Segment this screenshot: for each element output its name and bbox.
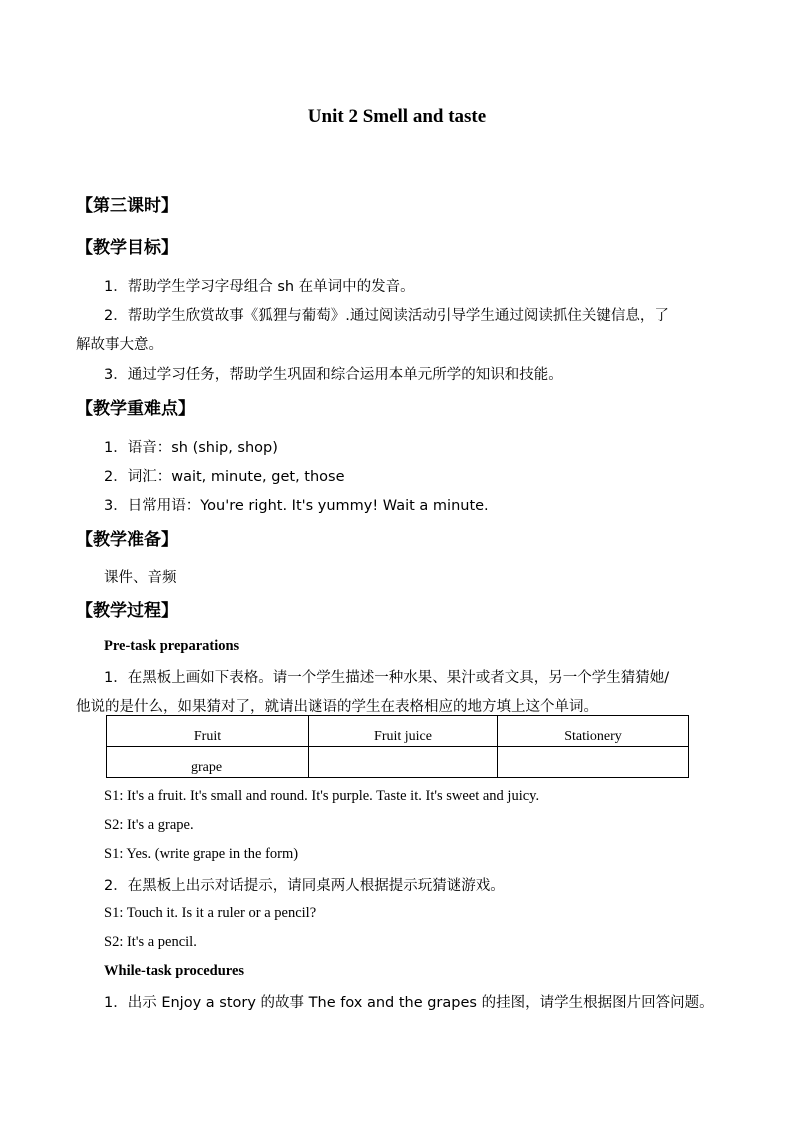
dialog2-line1: S1: Touch it. Is it a ruler or a pencil?: [104, 905, 317, 921]
process-heading: 【教学过程】: [76, 601, 178, 621]
dialog1-line3: S1: Yes. (write grape in the form): [104, 846, 299, 862]
table-row: [107, 747, 689, 778]
document-title: Unit 2 Smell and taste: [307, 106, 487, 127]
table-cell-fruit: grape: [107, 747, 309, 778]
objectives-heading: 【教学目标】: [76, 238, 178, 258]
key-points-heading: 【教学重难点】: [76, 399, 195, 419]
pre-task-subheading: Pre-task preparations: [104, 638, 240, 654]
pre-task-step1-line1: 1．在黑板上画如下表格。请一个学生描述一种水果、果汁或者文具，另一个学生猜猜她/: [104, 670, 670, 686]
preparation-heading: 【教学准备】: [76, 530, 178, 550]
dialog1-line1: S1: It's a fruit. It's small and round. It's purple. Taste it. It's sweet and juicy.: [104, 788, 540, 804]
table-header-row: [107, 716, 689, 747]
key-point-expressions: 3．日常用语：You're right. It's yummy! Wait a minute.: [104, 498, 489, 514]
preparation-text: 课件、音频: [104, 570, 177, 586]
table-cell-stationery: [498, 747, 689, 778]
lesson-period-heading: 【第三课时】: [76, 196, 178, 216]
guessing-table: [106, 715, 689, 778]
objective-item-1: 1．帮助学生学习字母组合 sh 在单词中的发音。: [104, 279, 415, 295]
objective-item-2: 2．帮助学生欣赏故事《狐狸与葡萄》.通过阅读活动引导学生通过阅读抓住关键信息，了: [104, 308, 669, 324]
dialog2-line2: S2: It's a pencil.: [104, 934, 197, 950]
objective-item-3: 3．通过学习任务，帮助学生巩固和综合运用本单元所学的知识和技能。: [104, 367, 563, 383]
key-point-vocabulary: 2．词汇：wait, minute, get, those: [104, 469, 345, 485]
while-task-step1: 1．出示 Enjoy a story 的故事 The fox and the grapes 的挂图，请学生根据图片回答问题。: [104, 995, 714, 1011]
table-header-fruit: Fruit: [107, 716, 309, 747]
while-task-subheading: While-task procedures: [104, 963, 245, 979]
objective-item-2-continued: 解故事大意。: [76, 337, 163, 353]
table-header-stationery: Stationery: [498, 716, 689, 747]
pre-task-step1-line2: 他说的是什么，如果猜对了，就请出谜语的学生在表格相应的地方填上这个单词。: [76, 699, 598, 715]
pre-task-step2: 2．在黑板上出示对话提示，请同桌两人根据提示玩猜谜游戏。: [104, 878, 505, 894]
key-point-phonics: 1．语音：sh (ship, shop): [104, 440, 278, 456]
dialog1-line2: S2: It's a grape.: [104, 817, 194, 833]
table-header-fruit-juice: Fruit juice: [309, 716, 498, 747]
table-cell-fruit-juice: [309, 747, 498, 778]
